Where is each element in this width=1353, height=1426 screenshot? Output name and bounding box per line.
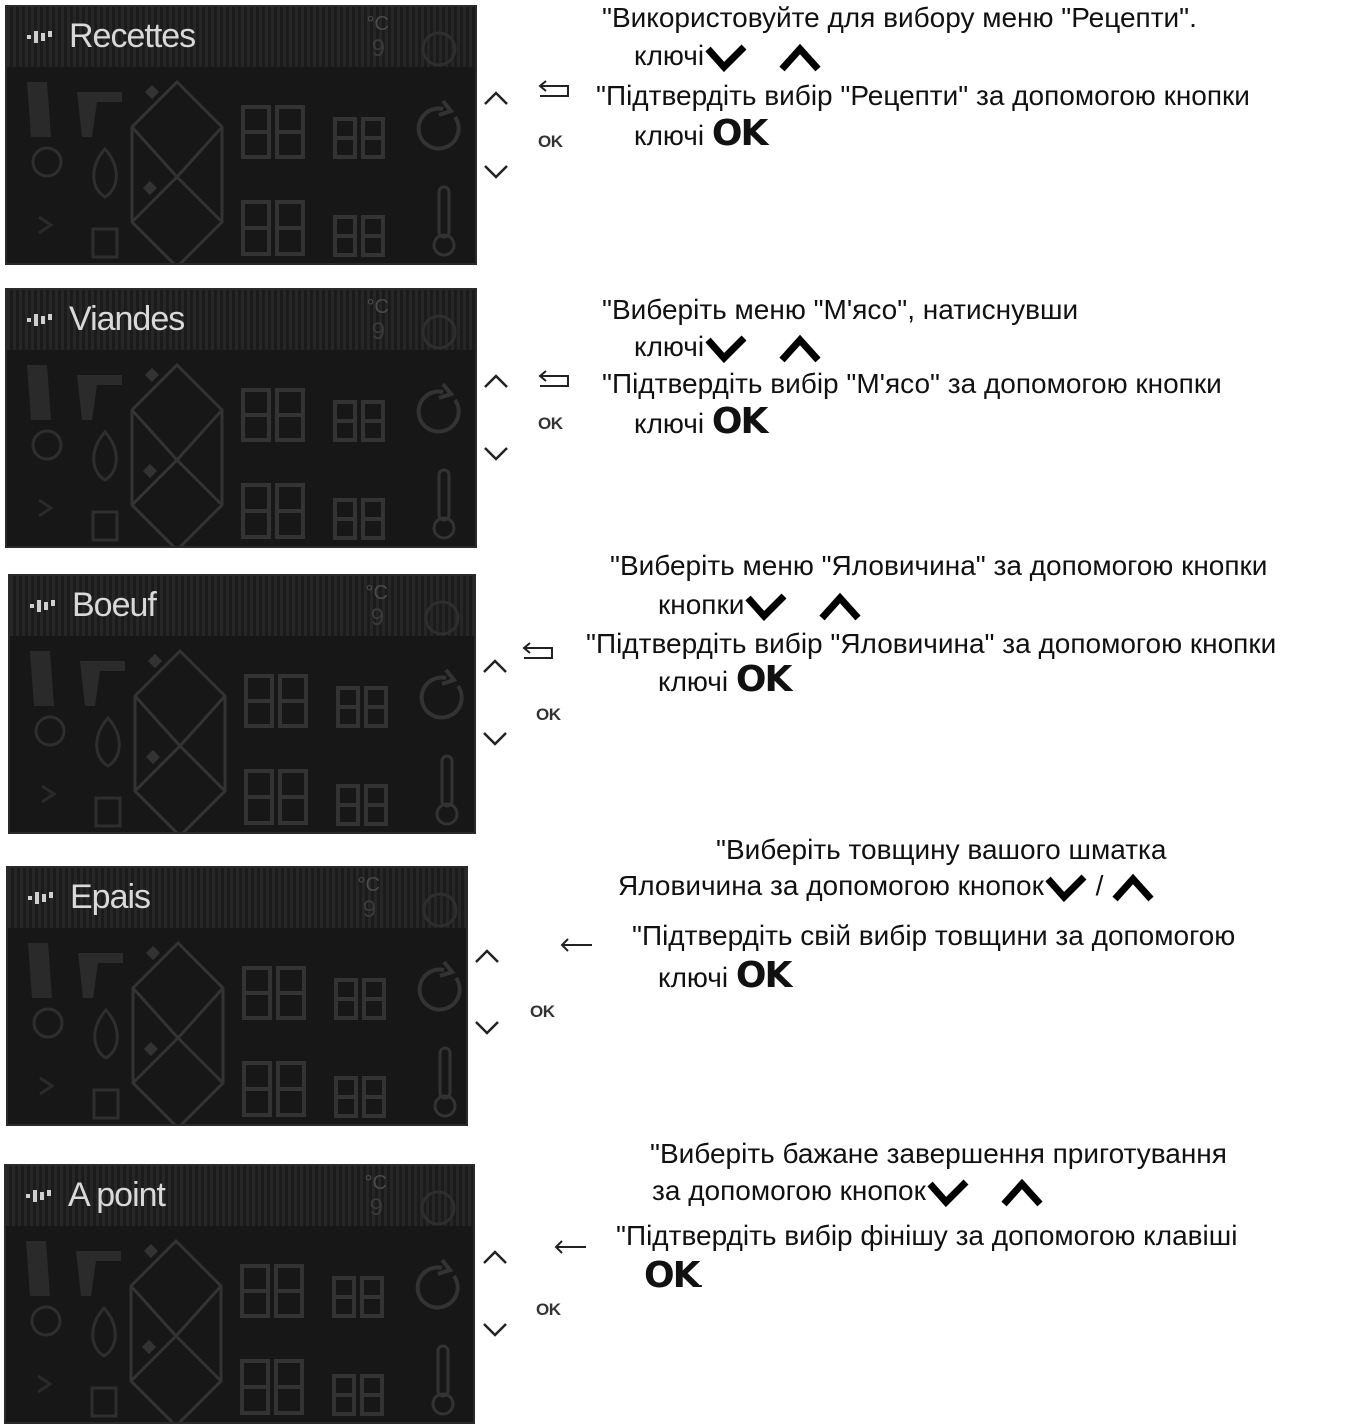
- confirm-keys-line: [658, 955, 791, 996]
- instruction-keys-line: [658, 587, 862, 623]
- ok-key-text: OK: [735, 955, 791, 996]
- temp-digit: 9: [362, 896, 376, 923]
- ok-button-label[interactable]: OK: [530, 1002, 555, 1021]
- confirm-keys-line: [634, 401, 767, 442]
- chevron-down-icon[interactable]: [481, 444, 511, 464]
- instruction-keys-text: кнопки: [658, 589, 745, 620]
- ok-key-text: OK: [711, 401, 767, 442]
- temp-digit: 9: [370, 604, 384, 631]
- chevron-down-bold-icon: [926, 1178, 970, 1208]
- confirm-keys-text: ключі: [634, 408, 705, 439]
- chevron-down-icon[interactable]: [480, 1320, 510, 1340]
- confirm-line: "Підтвердіть вибір "Рецепти" за допомогою кнопки: [596, 80, 1250, 111]
- ok-button-label[interactable]: OK: [536, 1300, 561, 1319]
- chevron-down-bold-icon: [704, 43, 748, 73]
- confirm-keys-line: [634, 113, 767, 154]
- ok-button-label[interactable]: OK: [538, 132, 563, 151]
- ok-key-text: OK: [644, 1255, 699, 1296]
- instruction-keys-line: [618, 868, 1155, 904]
- confirm-line: "Підтвердіть вибір "Яловичина" за допомогою кнопки: [586, 628, 1277, 659]
- instruction-keys-text: ключі: [634, 40, 705, 71]
- oven-display-panel: [8, 574, 476, 834]
- instruction-keys-text: ключі: [634, 331, 705, 362]
- wifi-icon: [24, 1188, 56, 1204]
- chevron-up-bold-icon: [818, 592, 862, 622]
- unit-label: °C: [365, 582, 388, 604]
- ok-key-text: OK: [735, 659, 791, 700]
- chevron-down-bold-icon: [704, 334, 748, 364]
- unit-label: °C: [366, 13, 389, 35]
- ok-button-label[interactable]: OK: [538, 414, 563, 433]
- oven-display-panel: [5, 288, 477, 548]
- back-arrow-icon[interactable]: [520, 640, 556, 662]
- instruction-keys-line: [634, 38, 822, 74]
- confirm-line: "Підтвердіть вибір фінішу за допомогою клавіші: [616, 1220, 1238, 1251]
- oven-display-panel: [4, 1164, 475, 1424]
- slash-separator: /: [1095, 870, 1104, 901]
- back-arrow-icon[interactable]: [558, 934, 594, 956]
- chevron-up-bold-icon: [1000, 1178, 1044, 1208]
- instruction-keys-text: за допомогою кнопок: [652, 1175, 926, 1206]
- instruction-keys-text: Яловичина за допомогою кнопок: [618, 870, 1044, 901]
- unit-label: °C: [364, 1172, 387, 1194]
- temp-digit: 9: [369, 1194, 383, 1221]
- oven-display-panel: [6, 866, 468, 1126]
- unit-label: °C: [366, 296, 389, 318]
- display-menu-label: Viandes: [69, 300, 185, 338]
- unit-label: °C: [357, 874, 380, 896]
- temp-digit: 9: [371, 35, 385, 62]
- confirm-keys-line: [644, 1255, 704, 1299]
- confirm-keys-line: [658, 659, 791, 700]
- oven-display-panel: [5, 5, 477, 265]
- chevron-down-icon[interactable]: [480, 729, 510, 749]
- ok-button-label[interactable]: OK: [536, 705, 561, 724]
- chevron-up-icon[interactable]: [481, 371, 511, 391]
- wifi-icon: [25, 312, 57, 328]
- temp-digit: 9: [371, 318, 385, 345]
- display-menu-label: Boeuf: [72, 586, 156, 624]
- wifi-icon: [25, 29, 57, 45]
- display-menu-label: Epais: [70, 878, 151, 916]
- instruction-keys-line: [652, 1173, 1044, 1209]
- confirm-keys-text: ключі: [634, 120, 705, 151]
- chevron-up-bold-icon: [778, 43, 822, 73]
- back-arrow-icon[interactable]: [552, 1236, 588, 1258]
- ok-key-text: OK: [711, 113, 767, 154]
- chevron-up-bold-icon: [1111, 873, 1155, 903]
- confirm-keys-text: ключі: [658, 666, 729, 697]
- wifi-icon: [28, 598, 60, 614]
- chevron-up-bold-icon: [778, 334, 822, 364]
- chevron-up-icon[interactable]: [481, 88, 511, 108]
- back-arrow-icon[interactable]: [536, 78, 572, 100]
- wifi-icon: [26, 890, 58, 906]
- display-menu-label: Recettes: [69, 17, 196, 55]
- ok-suffix: .: [698, 1271, 704, 1291]
- chevron-down-icon[interactable]: [481, 162, 511, 182]
- instruction-line: "Виберіть меню "Яловичина" за допомогою кнопки: [610, 550, 1268, 581]
- instruction-line: "Використовуйте для вибору меню "Рецепти".: [602, 2, 1197, 33]
- back-arrow-icon[interactable]: [536, 368, 572, 390]
- instruction-line: "Виберіть бажане завершення приготування: [650, 1138, 1227, 1169]
- instruction-line: "Виберіть товщину вашого шматка: [716, 834, 1167, 865]
- instruction-line: "Виберіть меню "М'ясо", натиснувши: [602, 294, 1079, 325]
- chevron-down-bold-icon: [1044, 873, 1088, 903]
- chevron-down-icon[interactable]: [472, 1018, 502, 1038]
- instruction-keys-line: [634, 329, 822, 365]
- chevron-up-icon[interactable]: [480, 656, 510, 676]
- chevron-down-bold-icon: [744, 592, 788, 622]
- chevron-up-icon[interactable]: [472, 946, 502, 966]
- confirm-keys-text: ключі: [658, 962, 729, 993]
- confirm-line: "Підтвердіть вибір "М'ясо" за допомогою кнопки: [602, 368, 1222, 399]
- display-menu-label: A point: [68, 1176, 165, 1214]
- chevron-up-icon[interactable]: [480, 1247, 510, 1267]
- confirm-line: "Підтвердіть свій вибір товщини за допомогою: [632, 920, 1236, 951]
